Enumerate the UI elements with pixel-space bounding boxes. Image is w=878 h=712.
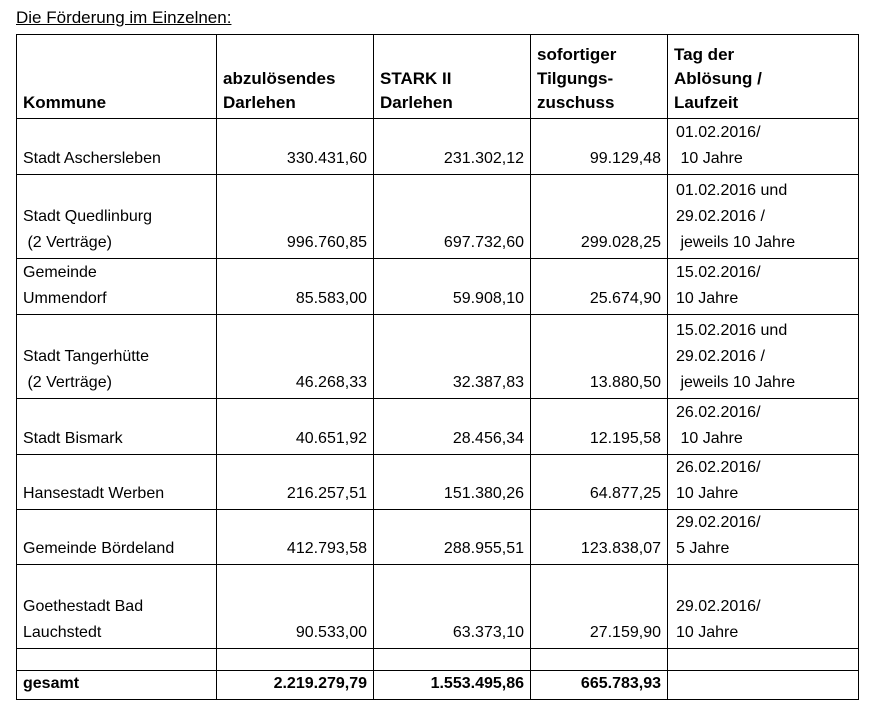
cell-line: Hansestadt Werben bbox=[23, 485, 165, 502]
zuschuss-cell: 13.880,50 bbox=[531, 315, 668, 399]
cell-line: 29.02.2016/ bbox=[676, 514, 761, 531]
total-label: gesamt bbox=[17, 671, 217, 700]
tag-cell bbox=[668, 315, 859, 399]
tag-cell bbox=[668, 175, 859, 259]
cell-line: zuschuss bbox=[537, 93, 615, 112]
cell-line: 5 Jahre bbox=[676, 540, 730, 557]
cell-line: Tilgungs- bbox=[537, 69, 614, 88]
stark-cell: 63.373,10 bbox=[374, 565, 531, 649]
table-row bbox=[17, 175, 859, 259]
cell-line: sofortiger bbox=[537, 45, 617, 64]
cell-line: 15.02.2016 und bbox=[676, 322, 788, 339]
kommune-cell bbox=[17, 399, 217, 455]
cell-line: 26.02.2016/ bbox=[676, 459, 761, 476]
stark-cell: 28.456,34 bbox=[374, 399, 531, 455]
total-tag bbox=[668, 671, 859, 700]
cell-line: abzulösendes bbox=[223, 69, 336, 88]
cell-line: Ummendorf bbox=[23, 290, 107, 307]
cell-line: 10 Jahre bbox=[676, 624, 739, 641]
cell-line: Stadt Aschersleben bbox=[23, 150, 161, 167]
cell-line: Darlehen bbox=[380, 93, 453, 112]
total-darlehen: 2.219.279,79 bbox=[217, 671, 374, 700]
table-row bbox=[17, 455, 859, 510]
darlehen-cell: 46.268,33 bbox=[217, 315, 374, 399]
zuschuss-cell: 299.028,25 bbox=[531, 175, 668, 259]
cell-line: Kommune bbox=[23, 93, 107, 112]
table-row bbox=[17, 315, 859, 399]
darlehen-cell: 216.257,51 bbox=[217, 455, 374, 510]
cell-line: jeweils 10 Jahre bbox=[676, 234, 796, 251]
zuschuss-cell: 99.129,48 bbox=[531, 119, 668, 175]
cell-line: 10 Jahre bbox=[676, 150, 743, 167]
stark-cell: 288.955,51 bbox=[374, 510, 531, 565]
zuschuss-cell: 123.838,07 bbox=[531, 510, 668, 565]
darlehen-cell: 90.533,00 bbox=[217, 565, 374, 649]
table-row bbox=[17, 259, 859, 315]
total-stark: 1.553.495,86 bbox=[374, 671, 531, 700]
cell-line: 15.02.2016/ bbox=[676, 264, 761, 281]
darlehen-cell: 996.760,85 bbox=[217, 175, 374, 259]
cell-line: Stadt Bismark bbox=[23, 430, 123, 447]
tag-cell bbox=[668, 399, 859, 455]
cell-line: STARK II bbox=[380, 69, 452, 88]
cell-line: 01.02.2016 und bbox=[676, 182, 788, 199]
tag-cell bbox=[668, 455, 859, 510]
total-zuschuss: 665.783,93 bbox=[531, 671, 668, 700]
zuschuss-cell: 25.674,90 bbox=[531, 259, 668, 315]
cell-line: Gemeinde bbox=[23, 264, 97, 281]
cell-line: Goethestadt Bad bbox=[23, 598, 144, 615]
kommune-cell bbox=[17, 259, 217, 315]
tag-cell bbox=[668, 565, 859, 649]
funding-table bbox=[16, 34, 859, 700]
stark-cell: 59.908,10 bbox=[374, 259, 531, 315]
table-row bbox=[17, 565, 859, 649]
cell-line: Stadt Tangerhütte bbox=[23, 348, 150, 365]
kommune-cell bbox=[17, 565, 217, 649]
zuschuss-cell: 27.159,90 bbox=[531, 565, 668, 649]
cell-line: (2 Verträge) bbox=[23, 234, 112, 251]
cell-line: Darlehen bbox=[223, 93, 296, 112]
cell-line: Laufzeit bbox=[674, 93, 739, 112]
table-row bbox=[17, 399, 859, 455]
cell-line: 29.02.2016 / bbox=[676, 348, 765, 365]
darlehen-cell: 412.793,58 bbox=[217, 510, 374, 565]
tag-cell bbox=[668, 259, 859, 315]
header-row bbox=[17, 35, 859, 119]
kommune-cell bbox=[17, 510, 217, 565]
header-zuschuss bbox=[531, 35, 668, 119]
header-tag bbox=[668, 35, 859, 119]
cell-line: 10 Jahre bbox=[676, 290, 739, 307]
zuschuss-cell: 12.195,58 bbox=[531, 399, 668, 455]
stark-cell: 231.302,12 bbox=[374, 119, 531, 175]
cell-line: 29.02.2016 / bbox=[676, 208, 765, 225]
darlehen-cell: 330.431,60 bbox=[217, 119, 374, 175]
kommune-cell bbox=[17, 119, 217, 175]
table-row bbox=[17, 510, 859, 565]
kommune-cell bbox=[17, 455, 217, 510]
header-kommune bbox=[17, 35, 217, 119]
darlehen-cell: 85.583,00 bbox=[217, 259, 374, 315]
stark-cell: 151.380,26 bbox=[374, 455, 531, 510]
cell-line: 10 Jahre bbox=[676, 430, 743, 447]
cell-line: Lauchstedt bbox=[23, 624, 102, 641]
kommune-cell bbox=[17, 175, 217, 259]
cell-line: 01.02.2016/ bbox=[676, 124, 761, 141]
tag-cell bbox=[668, 510, 859, 565]
zuschuss-cell: 64.877,25 bbox=[531, 455, 668, 510]
kommune-cell bbox=[17, 315, 217, 399]
cell-line: 29.02.2016/ bbox=[676, 598, 761, 615]
cell-line: 26.02.2016/ bbox=[676, 404, 761, 421]
total-row bbox=[17, 671, 859, 700]
header-darlehen bbox=[217, 35, 374, 119]
cell-line: (2 Verträge) bbox=[23, 374, 112, 391]
cell-line: Tag der bbox=[674, 45, 735, 64]
cell-line: Gemeinde Bördeland bbox=[23, 540, 175, 557]
stark-cell: 697.732,60 bbox=[374, 175, 531, 259]
cell-line: Ablösung / bbox=[674, 69, 762, 88]
stark-cell: 32.387,83 bbox=[374, 315, 531, 399]
tag-cell bbox=[668, 119, 859, 175]
cell-line: Stadt Quedlinburg bbox=[23, 208, 152, 225]
spacer-row bbox=[17, 649, 859, 671]
darlehen-cell: 40.651,92 bbox=[217, 399, 374, 455]
cell-line: 10 Jahre bbox=[676, 485, 739, 502]
cell-line: jeweils 10 Jahre bbox=[676, 374, 796, 391]
header-stark bbox=[374, 35, 531, 119]
table-caption: Die Förderung im Einzelnen: bbox=[16, 8, 232, 27]
table-row bbox=[17, 119, 859, 175]
